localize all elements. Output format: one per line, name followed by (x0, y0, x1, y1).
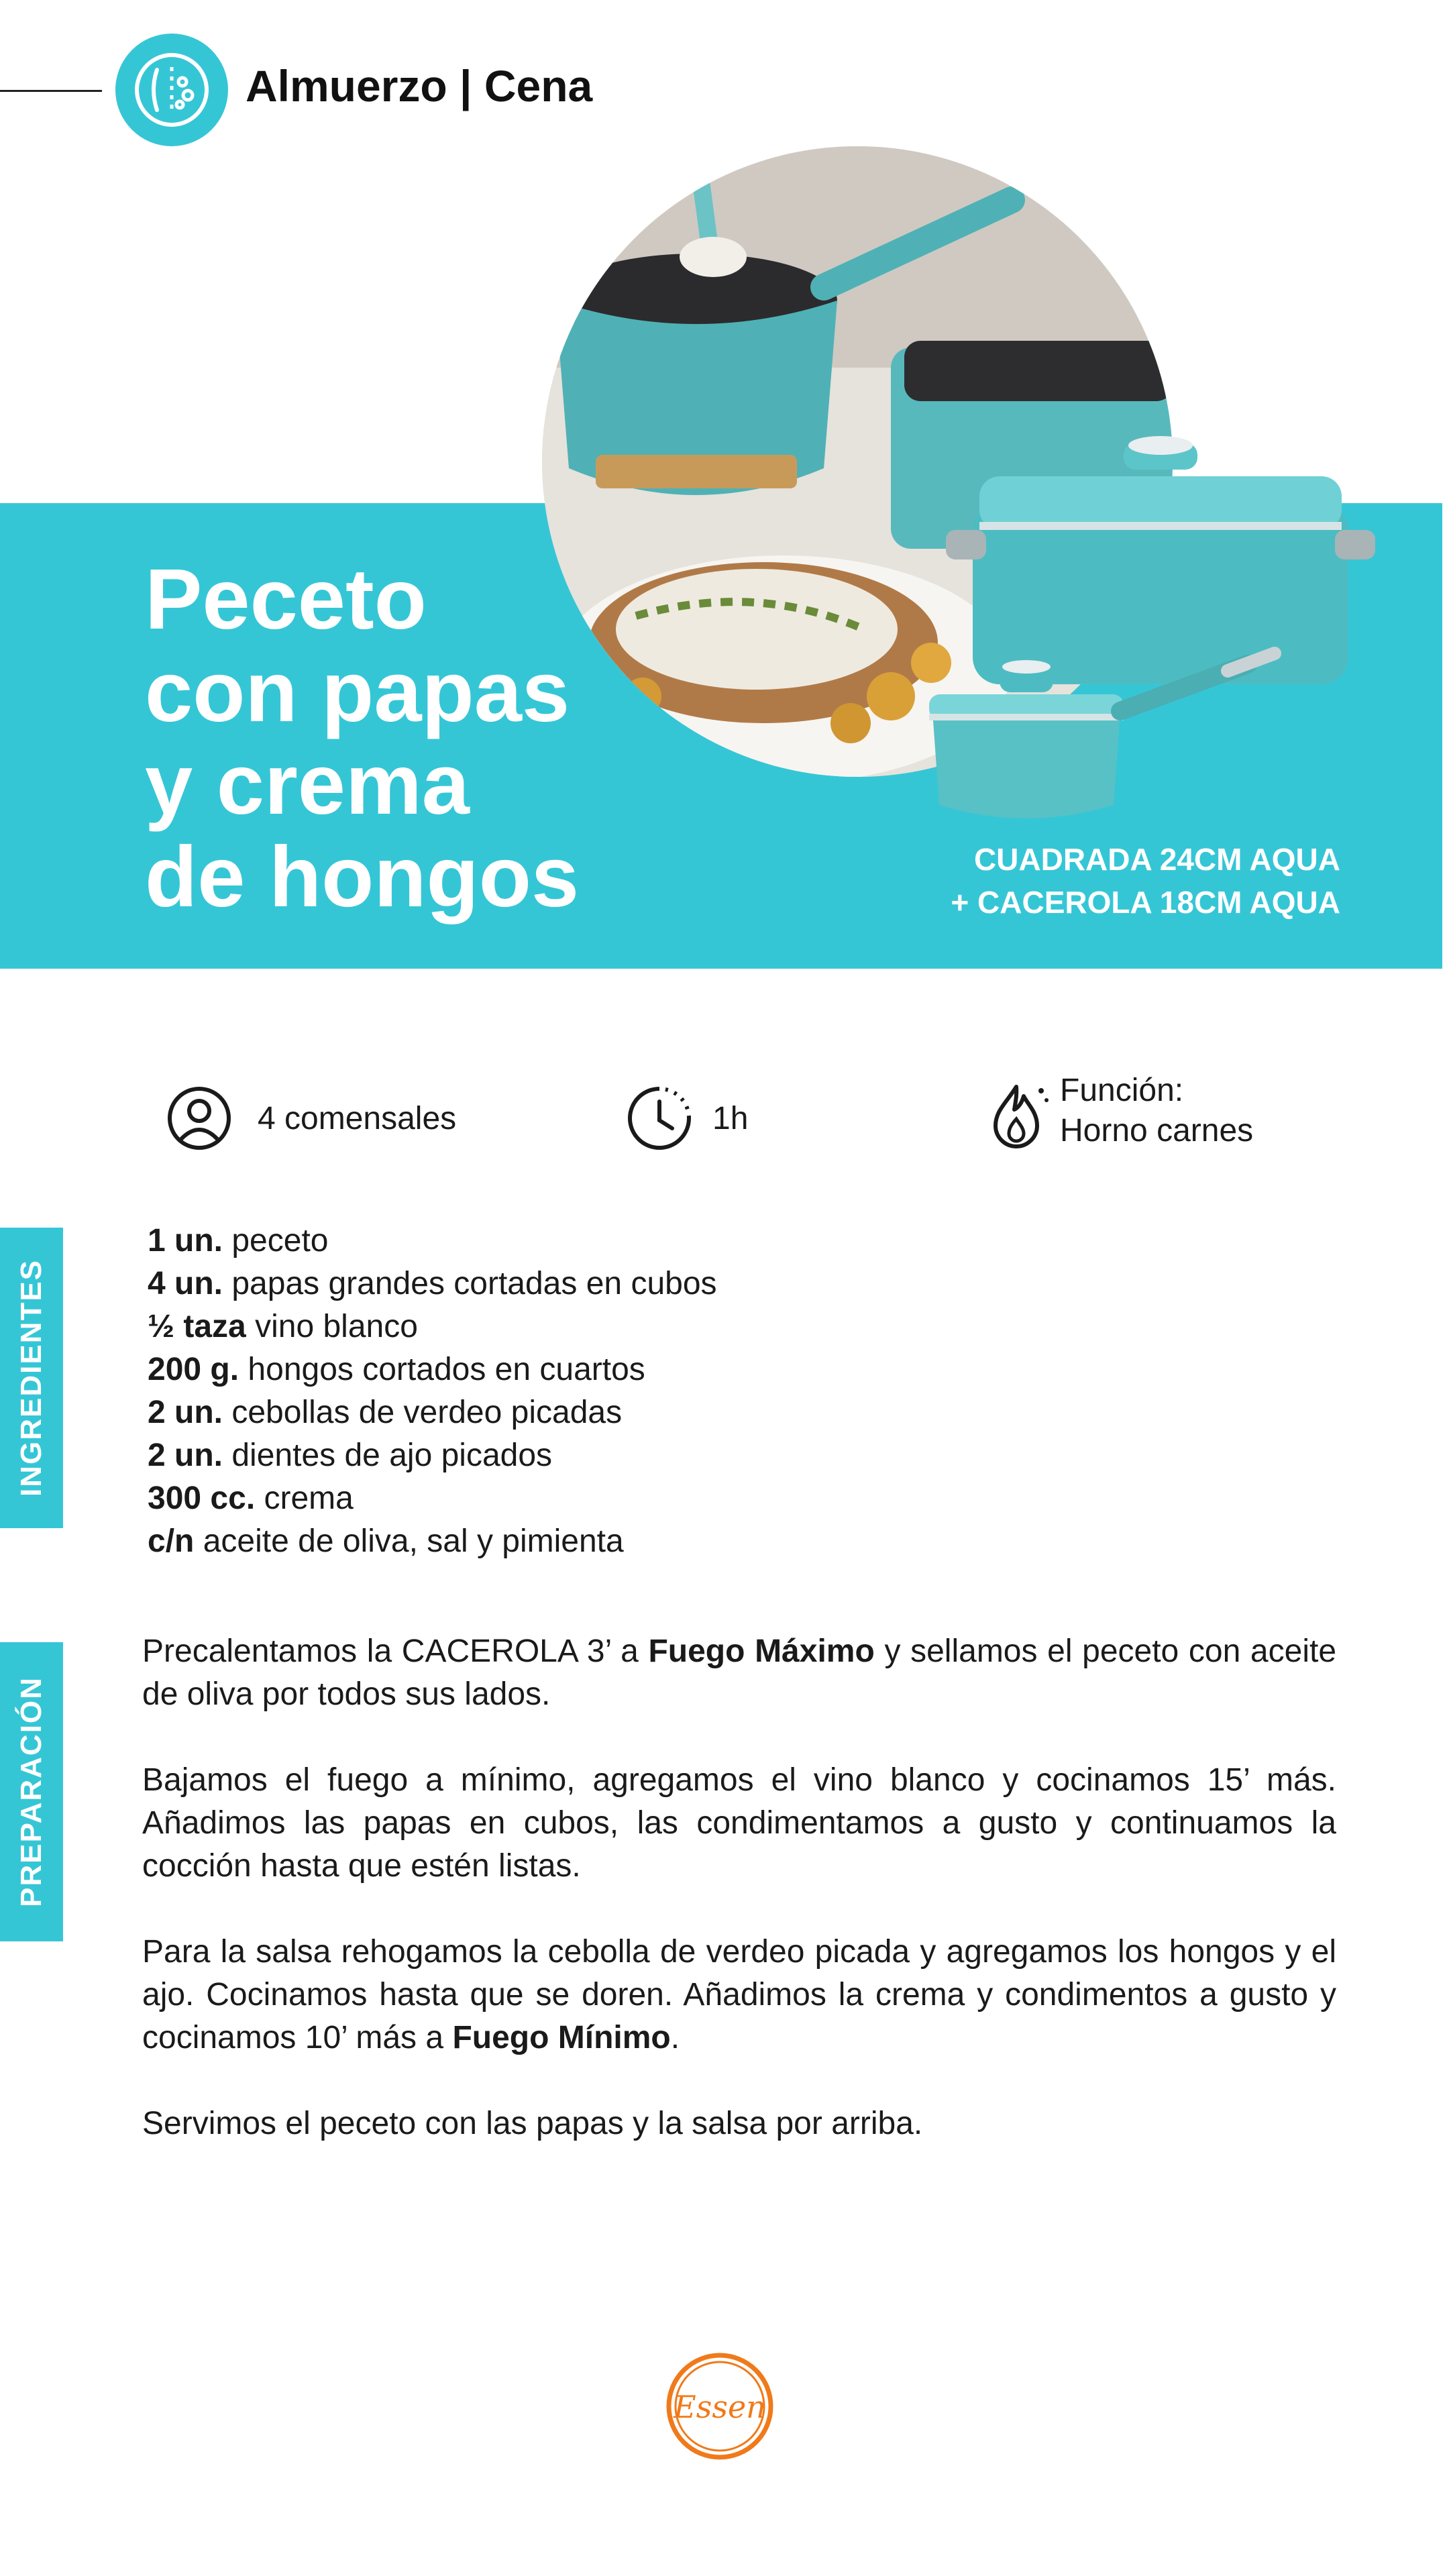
recipe-title-line-1: Peceto (145, 551, 427, 647)
ingredient-text: hongos cortados en cuartos (248, 1352, 645, 1387)
prep-paragraph-4: Servimos el peceto con las papas y la salsa por arriba. (142, 2106, 923, 2141)
servings-value: 4 comensales (258, 1101, 457, 1136)
ingredients-tab-label: INGREDIENTES (15, 1258, 48, 1497)
list-item (148, 1263, 717, 1305)
essen-logo (664, 2351, 775, 2462)
preparation-tab (0, 1642, 63, 1941)
user-icon (162, 1081, 236, 1155)
ingredient-qty: c/n (148, 1523, 195, 1559)
prep-text: Para la salsa rehogamos la cebolla de verdeo picada y agregamos los hongos y el ajo. Cocinamos hasta que se doren. Añadimos la crema y condimentos a gusto y cocinamos 10’ más a (142, 1934, 1336, 2055)
recipe-title-line-2: con papas (145, 644, 570, 740)
ingredients-tab (0, 1228, 63, 1528)
list-item (148, 1305, 717, 1348)
prep-paragraph-3 (142, 1931, 1336, 2059)
clock-icon (623, 1081, 696, 1155)
function-label: Función: (1060, 1073, 1184, 1108)
ingredient-qty: 2 un. (148, 1395, 223, 1430)
prep-paragraph-2: Bajamos el fuego a mínimo, agregamos el vino blanco y cocinamos 15’ más. Añadimos las papas en cubos, las condimentamos a gusto y continuamos la cocción hasta que estén listas. (142, 1762, 1336, 1884)
prep-text: . (670, 2020, 680, 2055)
flame-icon (979, 1079, 1053, 1152)
prep-emphasis: Fuego Mínimo (452, 2020, 671, 2055)
product-cookware-illustration (912, 429, 1422, 818)
prep-emphasis: Fuego Máximo (648, 1633, 875, 1669)
list-item (148, 1434, 717, 1477)
list-item (148, 1477, 717, 1520)
ingredients-list (148, 1220, 717, 1563)
list-item (148, 1520, 717, 1563)
ingredient-qty: 200 g. (148, 1352, 239, 1387)
product-name-line-1: CUADRADA 24CM AQUA (973, 842, 1340, 877)
ingredient-text: peceto (231, 1223, 329, 1258)
ingredient-qty: ½ taza (148, 1309, 246, 1344)
prep-paragraph-1 (142, 1630, 1336, 1716)
ingredient-text: dientes de ajo picados (231, 1438, 553, 1473)
ingredient-text: cebollas de verdeo picadas (231, 1395, 623, 1430)
list-item (148, 1348, 717, 1391)
preparation-tab-label: PREPARACIÓN (15, 1676, 48, 1907)
list-item (148, 1220, 717, 1263)
list-item (148, 1391, 717, 1434)
recipe-title-line-4: de hongos (145, 829, 580, 925)
header-rule (0, 90, 102, 92)
logo-text: Essen (674, 2389, 766, 2425)
ingredient-qty: 300 cc. (148, 1481, 256, 1516)
time-value: 1h (712, 1101, 749, 1136)
preparation-steps (142, 1630, 1336, 2188)
function-value: Horno carnes (1060, 1113, 1254, 1148)
category-title: Almuerzo | Cena (246, 61, 593, 111)
ingredient-text: papas grandes cortadas en cubos (231, 1266, 717, 1301)
recipe-title-line-3: y crema (145, 737, 470, 833)
ingredient-qty: 2 un. (148, 1438, 223, 1473)
food-plate-icon (115, 34, 228, 146)
ingredient-qty: 1 un. (148, 1223, 223, 1258)
product-name-line-2: + CACEROLA 18CM AQUA (951, 885, 1340, 920)
prep-text: Precalentamos la CACEROLA 3’ a (142, 1633, 639, 1669)
ingredient-text: crema (264, 1481, 354, 1516)
ingredient-qty: 4 un. (148, 1266, 223, 1301)
ingredient-text: aceite de oliva, sal y pimienta (203, 1523, 624, 1559)
prep-text: y sellamos el peceto con aceite de oliva por todos sus lados. (142, 1633, 1337, 1712)
ingredient-text: vino blanco (255, 1309, 418, 1344)
